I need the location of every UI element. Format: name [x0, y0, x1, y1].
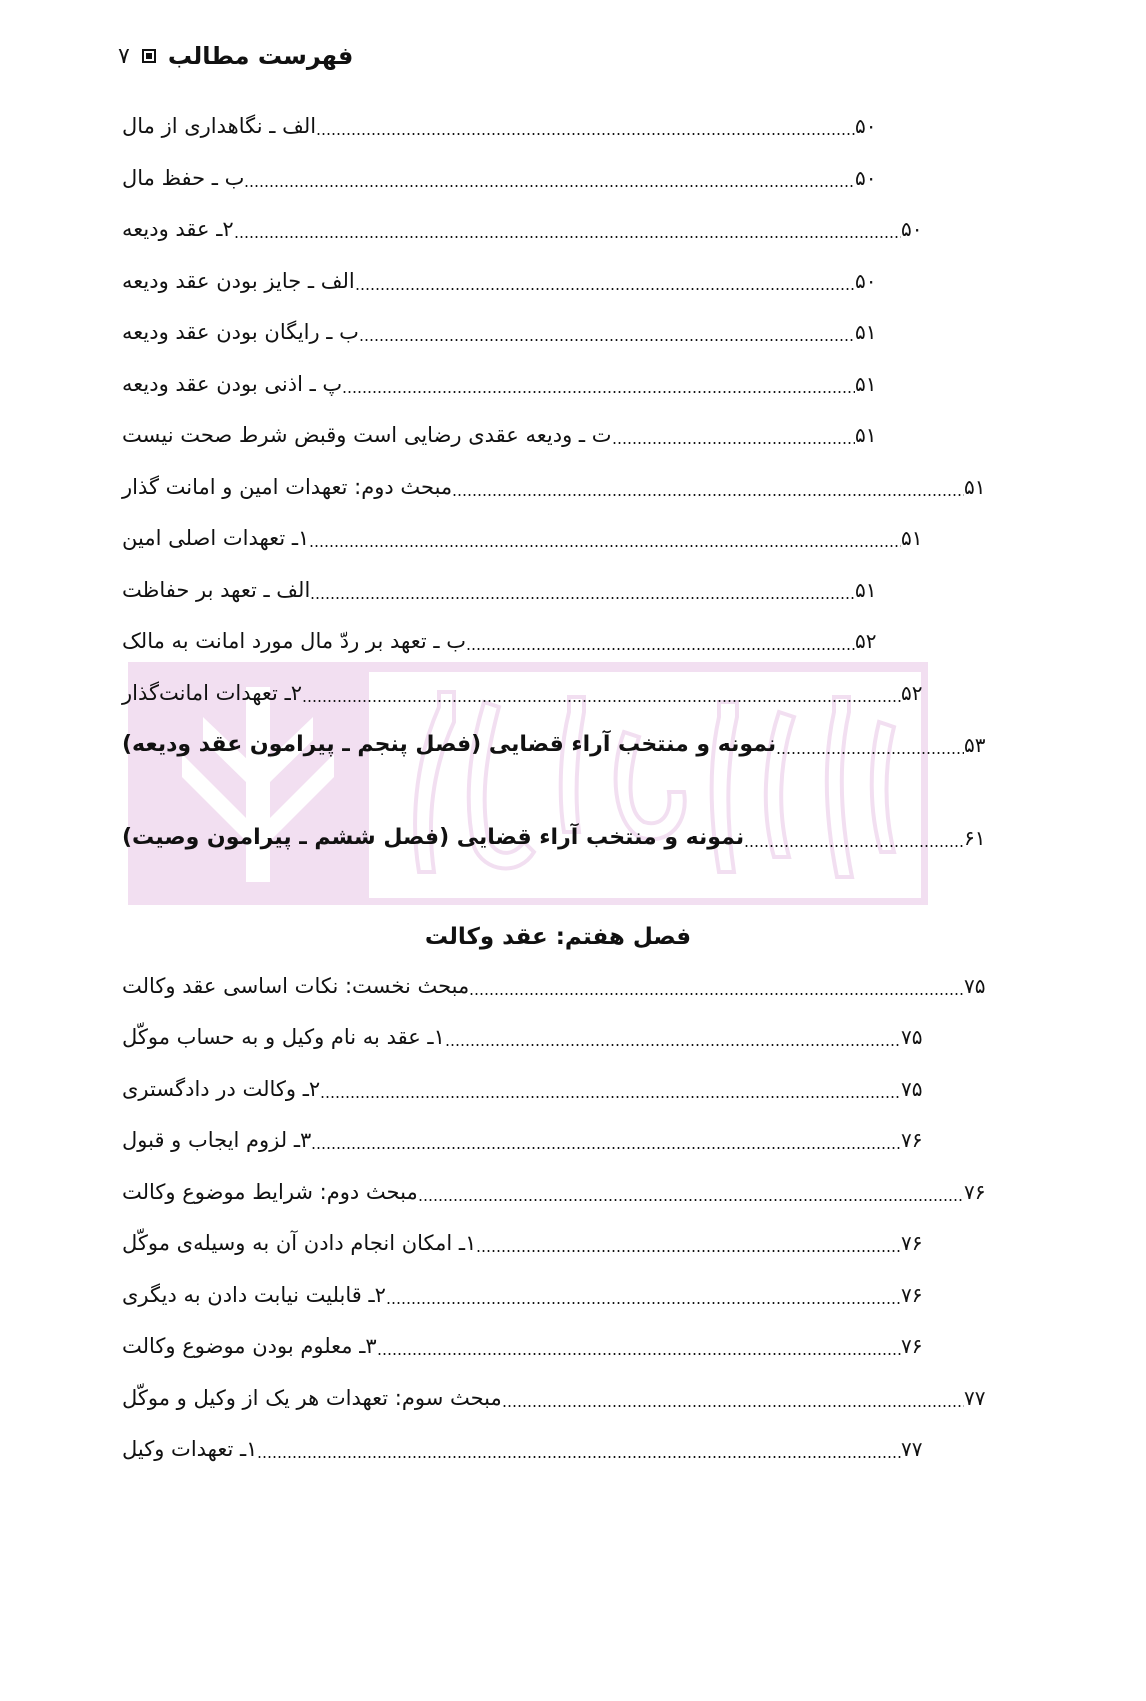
- toc-entry-title: الف ـ نگاهداری از مال: [122, 114, 317, 138]
- toc-entry-page: ۵۱: [855, 372, 877, 396]
- toc-entry[interactable]: [118, 106, 885, 146]
- toc-entry[interactable]: [118, 209, 931, 249]
- toc-entry[interactable]: [118, 1275, 931, 1315]
- page-title: فهرست مطالب: [167, 42, 354, 70]
- dot-leader: [466, 621, 855, 661]
- dot-leader: [445, 1017, 901, 1057]
- toc-entry-title: ۲ـ تعهدات امانت‌گذار: [122, 681, 303, 705]
- dot-leader: [744, 818, 964, 858]
- toc-entry-page: ۵۰: [855, 269, 877, 293]
- toc-entry[interactable]: [118, 467, 994, 507]
- toc-entry[interactable]: [118, 621, 885, 661]
- toc-entry[interactable]: [118, 261, 885, 301]
- toc-entry[interactable]: [118, 158, 885, 198]
- toc-entry-title: ۱ـ امکان انجام دادن آن به وسیله‌ی موکّل: [122, 1231, 477, 1255]
- toc-entry-page: ۵۱: [855, 320, 877, 344]
- toc-entry-page: ۶۱: [964, 826, 986, 850]
- toc-entry-title: ۲ـ عقد ودیعه: [122, 217, 234, 241]
- toc-entry-page: ۷۵: [964, 974, 986, 998]
- toc-entry[interactable]: [118, 1326, 931, 1366]
- toc-entry[interactable]: [118, 1429, 931, 1469]
- toc-entry-page: ۷۷: [901, 1437, 923, 1461]
- toc-entry-title: ۳ـ معلوم بودن موضوع وکالت: [122, 1334, 377, 1358]
- toc-entry[interactable]: [118, 1172, 994, 1212]
- toc-entry-title: ب ـ تعهد بر ردّ مال مورد امانت به مالک: [122, 629, 466, 653]
- page-number: ۷: [118, 43, 130, 69]
- toc-entry-page: ۵۳: [964, 733, 986, 757]
- dot-leader: [244, 158, 855, 198]
- dot-leader: [257, 1429, 901, 1469]
- toc-entry-title: ب ـ حفظ مال: [122, 166, 245, 190]
- toc-entry-page: ۵۰: [855, 166, 877, 190]
- dot-leader: [502, 1378, 964, 1418]
- dot-leader: [316, 106, 855, 146]
- toc-entry-page: ۵۲: [901, 681, 923, 705]
- dot-leader: [355, 261, 855, 301]
- toc-entry[interactable]: [118, 673, 931, 713]
- dot-leader: [320, 1069, 901, 1109]
- toc-entry-title: مبحث دوم: تعهدات امین و امانت گذار: [122, 475, 453, 499]
- toc-entry[interactable]: [118, 1120, 931, 1160]
- toc-entry-title: ۲ـ قابلیت نیابت دادن به دیگری: [122, 1283, 386, 1307]
- dot-leader: [309, 518, 901, 558]
- toc-entry-page: ۵۰: [901, 217, 923, 241]
- toc-entry[interactable]: [118, 364, 885, 404]
- dot-leader: [310, 570, 855, 610]
- toc-entry-title: مبحث سوم: تعهدات هر یک از وکیل و موکّل: [122, 1386, 502, 1410]
- toc-entry-title: پ ـ اذنی بودن عقد ودیعه: [122, 372, 343, 396]
- toc-entry-title: ۳ـ لزوم ایجاب و قبول: [122, 1128, 312, 1152]
- toc-entry-title: مبحث دوم: شرایط موضوع وکالت: [122, 1180, 418, 1204]
- dot-leader: [386, 1275, 901, 1315]
- dot-leader: [311, 1120, 901, 1160]
- toc-entry-page: ۷۶: [901, 1128, 923, 1152]
- toc-entry-page: ۵۱: [855, 578, 877, 602]
- toc-entry[interactable]: [118, 570, 885, 610]
- toc-entry[interactable]: [118, 1378, 994, 1418]
- toc-entry[interactable]: [118, 966, 994, 1006]
- dot-leader: [377, 1326, 901, 1366]
- dot-leader: [234, 209, 901, 249]
- toc-entry-bold[interactable]: [118, 725, 994, 765]
- toc-entry[interactable]: [118, 1223, 931, 1263]
- toc-entry[interactable]: [118, 1069, 931, 1109]
- dot-leader: [776, 725, 964, 765]
- toc-entry-title: ۱ـ تعهدات اصلی امین: [122, 526, 310, 550]
- toc-entry[interactable]: [118, 415, 885, 455]
- toc-entry-page: ۵۲: [855, 629, 877, 653]
- toc-entry-title: الف ـ تعهد بر حفاظت: [122, 578, 311, 602]
- toc-entry-page: ۷۶: [901, 1283, 923, 1307]
- toc-entry-title: ۱ـ عقد به نام وکیل و به حساب موکّل: [122, 1025, 445, 1049]
- toc-entry-title: ۱ـ تعهدات وکیل: [122, 1437, 258, 1461]
- dot-leader: [612, 415, 855, 455]
- toc-entry-title: ت ـ ودیعه عقدی رضایی است وقبض شرط صحت نیست: [122, 423, 612, 447]
- toc-entry-page: ۷۵: [901, 1025, 923, 1049]
- section-heading-text: فصل هفتم: عقد وکالت: [424, 924, 692, 950]
- toc-entry-title: ب ـ رایگان بودن عقد ودیعه: [122, 320, 359, 344]
- toc-entry-title: الف ـ جایز بودن عقد ودیعه: [122, 269, 355, 293]
- toc-entry-title: مبحث نخست: نکات اساسی عقد وکالت: [122, 974, 470, 998]
- toc-entry-page: ۷۶: [901, 1231, 923, 1255]
- dot-leader: [302, 673, 901, 713]
- toc-entry[interactable]: [118, 518, 931, 558]
- toc-entry-page: ۵۱: [964, 475, 986, 499]
- section-heading: [0, 924, 1146, 950]
- dot-leader: [418, 1172, 964, 1212]
- toc-entry-title: نمونه و منتخب آراء قضایی (فصل ششم ـ پیرامون وصیت): [122, 825, 745, 850]
- dot-leader: [452, 467, 964, 507]
- toc-entry-page: ۵۱: [855, 423, 877, 447]
- toc-entry-page: ۵۰: [855, 114, 877, 138]
- toc-entry-page: ۷۷: [964, 1386, 986, 1410]
- toc-entry-page: ۷۶: [901, 1334, 923, 1358]
- toc-entry-bold[interactable]: [118, 818, 994, 858]
- dot-leader: [359, 312, 855, 352]
- toc-entry[interactable]: [118, 312, 885, 352]
- toc-entry-title: ۲ـ وکالت در دادگستری: [122, 1077, 321, 1101]
- toc-entry-page: ۷۵: [901, 1077, 923, 1101]
- toc-entry-title: نمونه و منتخب آراء قضایی (فصل پنجم ـ پیرامون عقد ودیعه): [122, 732, 777, 757]
- toc-entry-page: ۷۶: [964, 1180, 986, 1204]
- dot-leader: [469, 966, 964, 1006]
- toc-entry[interactable]: [118, 1017, 931, 1057]
- dot-leader: [342, 364, 855, 404]
- dot-leader: [476, 1223, 901, 1263]
- toc-entry-page: ۵۱: [901, 526, 923, 550]
